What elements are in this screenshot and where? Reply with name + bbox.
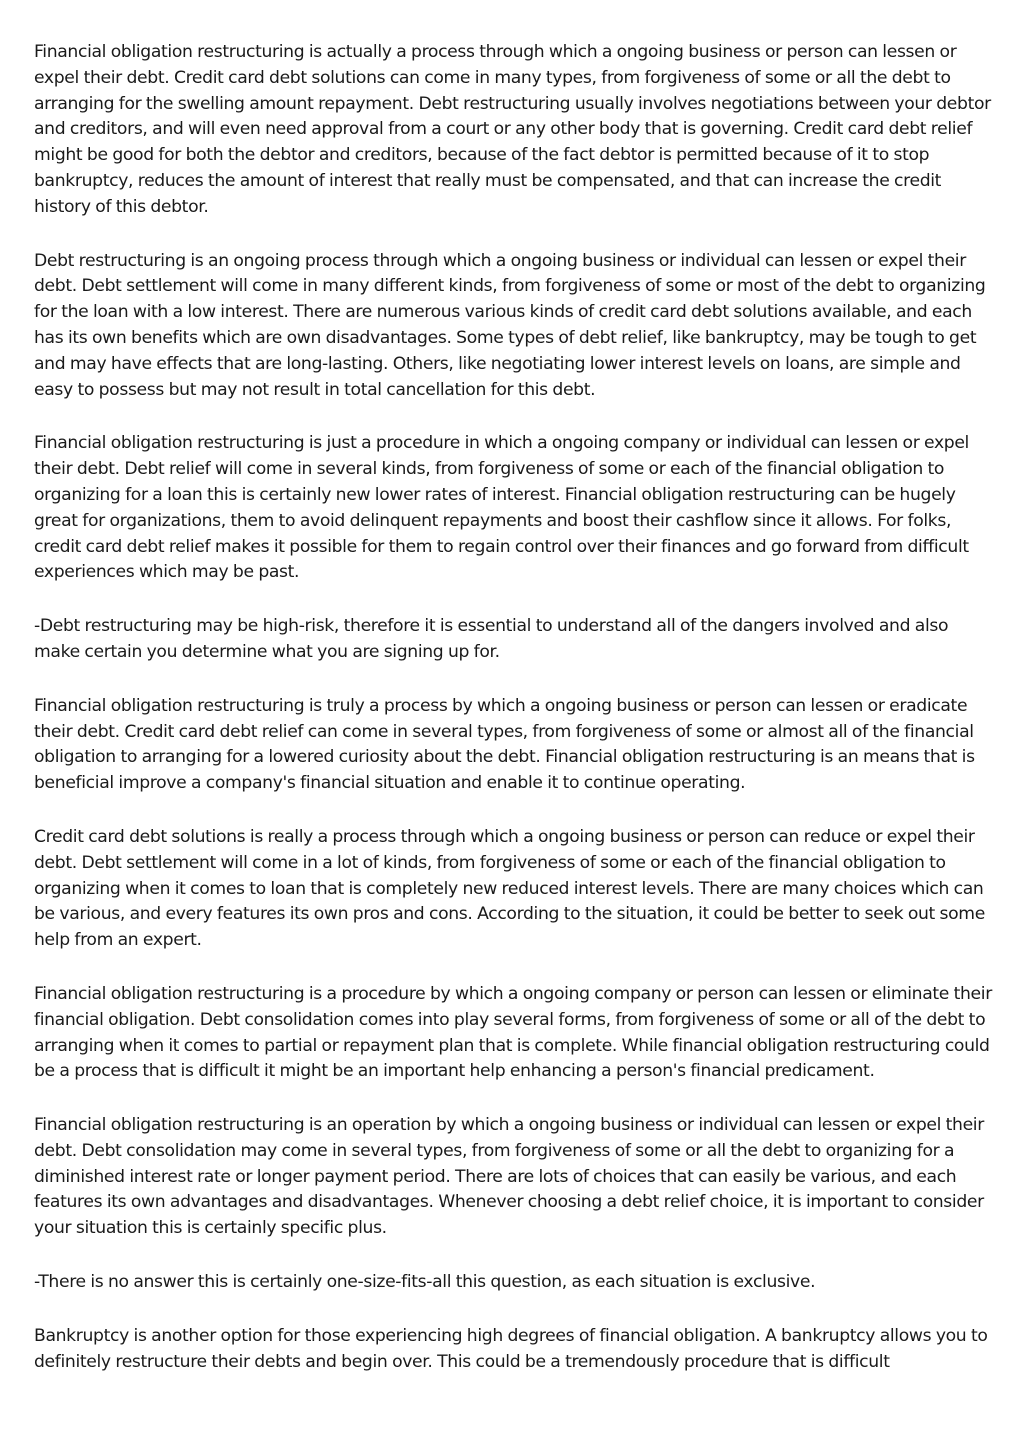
paragraph-2: Debt restructuring is an ongoing process through which a ongoing business or individual can lessen or expel their debt. Debt settlement will come in many different kinds, from forgiveness of some or most of the debt to organizing for the loan with a low interest. There are numerous various kinds of credit card debt solutions available, and each has its own benefits which are own disadvantages. Some types of debt relief, like bankruptcy, may be tough to get and may have effects that are long-lasting. Others, like negotiating lower interest levels on loans, are simple and easy to possess but may not result in total cancellation for this debt.: [34, 250, 986, 400]
paragraph-4: -Debt restructuring may be high-risk, therefore it is essential to understand all of the dangers involved and also make certain you determine what you are signing up for.: [34, 616, 949, 662]
paragraph-9: -There is no answer this is certainly one-size-fits-all this question, as each situation is exclusive.: [34, 1272, 816, 1293]
paragraph-7: Financial obligation restructuring is a procedure by which a ongoing company or person can lessen or eliminate their financial obligation. Debt consolidation comes into play several forms, from forgiveness of some or all of the debt to arranging when it comes to partial or repayment plan that is complete. While financial obligation restructuring could be a process that is difficult it might be an important help enhancing a person's financial predicament.: [34, 983, 992, 1082]
paragraph-6: Credit card debt solutions is really a process through which a ongoing business or person can reduce or expel their debt. Debt settlement will come in a lot of kinds, from forgiveness of some or each of the financial obligation to organizing when it comes to loan that is completely new reduced interest levels. There are many choices which can be various, and every features its own pros and cons. According to the situation, it could be better to seek out some help from an expert.: [34, 826, 985, 951]
paragraph-1: Financial obligation restructuring is actually a process through which a ongoing business or person can lessen or expel their debt. Credit card debt solutions can come in many types, from forgiveness of some or all the debt to arranging for the swelling amount repayment. Debt restructuring usually involves negotiations between your debtor and creditors, and will even need approval from a court or any other body that is governing. Credit card debt relief might be good for both the debtor and creditors, because of the fact debtor is permitted because of it to stop bankruptcy, reduces the amount of interest that really must be compensated, and that can increase the credit history of this debtor.: [34, 42, 991, 217]
paragraph-10: Bankruptcy is another option for those experiencing high degrees of financial obligation. A bankruptcy allows you to definitely restructure their debts and begin over. This could be a tremendously procedure that is difficult: [34, 1325, 988, 1372]
paragraph-5: Financial obligation restructuring is truly a process by which a ongoing business or person can lessen or eradicate their debt. Credit card debt relief can come in several types, from forgiveness of some or almost all of the financial obligation to arranging for a lowered curiosity about the debt. Financial obligation restructuring is an means that is beneficial improve a company's financial situation and enable it to continue operating.: [34, 695, 975, 794]
paragraph-3: Financial obligation restructuring is just a procedure in which a ongoing company or individual can lessen or expel their debt. Debt relief will come in several kinds, from forgiveness of some or each of the financial obligation to organizing for a loan this is certainly new lower rates of interest. Financial obligation restructuring can be hugely great for organizations, them to avoid delinquent repayments and boost their cashflow since it allows. For folks, credit card debt relief makes it possible for them to regain control over their finances and go forward from difficult experiences which may be past.: [34, 433, 969, 583]
document-body: [34, 40, 994, 1403]
paragraph-8: Financial obligation restructuring is an operation by which a ongoing business or individual can lessen or expel their debt. Debt consolidation may come in several types, from forgiveness of some or all the debt to organizing for a diminished interest rate or longer payment period. There are lots of choices that can easily be various, and each features its own advantages and disadvantages. Whenever choosing a debt relief choice, it is important to consider your situation this is certainly specific plus.: [34, 1115, 984, 1239]
